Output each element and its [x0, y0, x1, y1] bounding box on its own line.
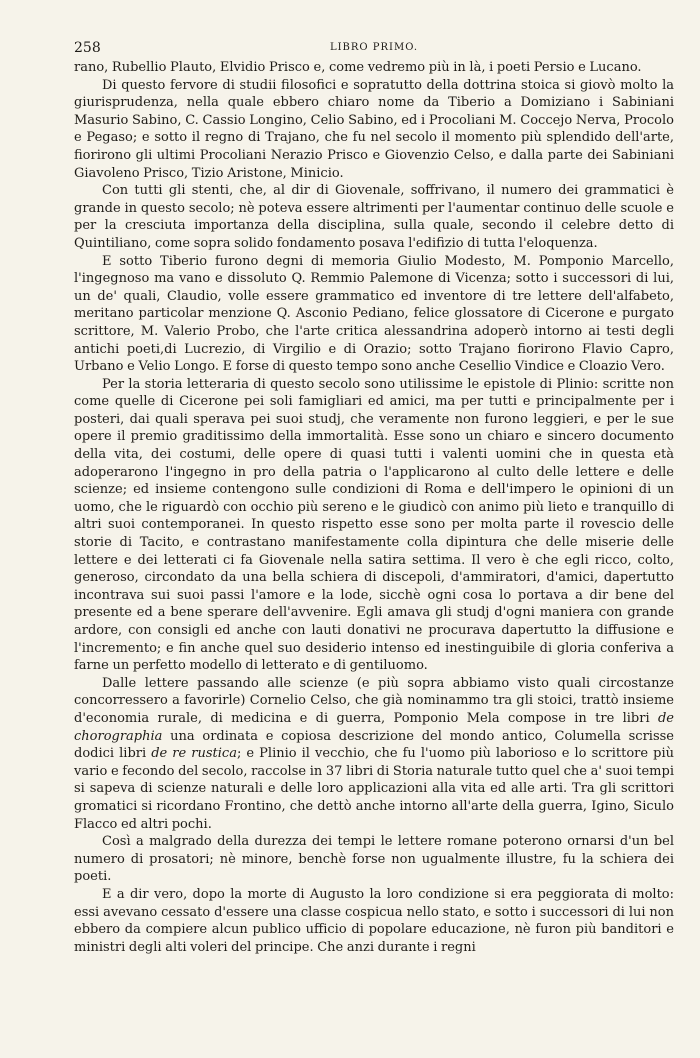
running-head: LIBRO PRIMO.: [329, 42, 419, 53]
sciences-text-c: ; e Plinio il vecchio, che fu l'uomo più laborioso e lo scrittore più vario e fecondo del secolo, raccolse in 37 libri di Storia naturale tutto quel che a' suoi tempi si sapeva di scienze naturali e delle loro applicazioni alla vita ed alle arti. Tra gli scrittori gromatici si ricordano Frontino, che dettò anche intorno all'arte della guerra, Igino, Siculo Flacco ed altri pochi.: [74, 746, 675, 832]
book-page: [74, 40, 674, 956]
paragraph-poets-condition: E a dir vero, dopo la morte di Augusto la loro condizione si era peggiorata di molto: essi avevano cessato d'essere una classe cospicua nello stato, e sotto i successori di lui non ebbero da compiere alcun publico ufficio di popolare educazione, nè furon più banditori e ministri degli alti voleri del principe. Che anzi durante i regni: [74, 886, 674, 955]
title-de-chorographia: de chorographia: [74, 710, 674, 744]
paragraph-grammarians: Con tutti gli stenti, che, al dir di Giovenale, soffrivano, il numero dei grammatici è grande in questo secolo; nè poteva essere altrimenti per l'aumentar continuo delle scuole e per la cresciuta importanza della disciplina, sulla quale, secondo il celebre detto di Quintiliano, come sopra solido fondamento posava l'edifizio di tutta l'eloquenza.: [74, 183, 674, 251]
paragraph-poets-intro: Così a malgrado della durezza dei tempi le lettere romane poterono ornarsi d'un bel numero di prosatori; nè minore, benchè forse non ugualmente illustre, fu la schiera dei poeti.: [74, 834, 674, 885]
title-de-re-rustica: de re rustica: [151, 746, 237, 762]
paragraph-jurisprudence: Di questo fervore di studii filosofici e sopratutto della dottrina stoica si giovò molto la giurisprudenza, nella quale ebbero chiaro nome da Tiberio a Domiziano i Sabiniani Masurio Sabino, C. Cassio Longino, Celio Sabino, ed i Procoliani M. Coccejo Nerva, Procolo e Pegaso; e sotto il regno di Trajano, che fu nel secolo il momento più splendido dell'arte, fiorirono gli ultimi Procoliani Nerazio Prisco e Giovenzio Celso, e dalla parte dei Sabiniani Giavoleno Prisco, Tizio Aristone, Minicio.: [74, 77, 674, 181]
paragraph-sciences: [74, 675, 674, 833]
paragraph-pliny-letters: Per la storia letteraria di questo secolo sono utilissime le epistole di Plinio: scritte non come quelle di Cicerone pei soli famigliari ed amici, ma per tutti e principalmente per i posteri, dai quali sperava pei suoi studj, che veramente non furono leggieri, e per le sue opere il premio graditissimo della immortalità. Esse sono un chiaro e sincero documento della vita, dei costumi, delle opere di quasi tutti i valenti uomini che in questa età adoperarono l'ingegno in pro della patria o l'applicarono al culto delle lettere e delle scienze; ed insieme contengono sulle condizioni di Roma e dell'impero le opinioni di un uomo, che le riguardò con occhio più sereno e le giudicò con animo più lieto e tranquillo di altri suoi contemporanei. In questo rispetto esse sono per molta parte il rovescio delle storie di Tacito, e contrastano manifestamente colla dipintura che delle miserie delle lettere e dei letterati ci fa Giovenale nella satira settima. Il vero è che egli ricco, colto, generoso, circondato da una bella schiera di discepoli, d'ammiratori, d'amici, dapertutto incontrava sui suoi passi l'amore e la lode, sicchè ogni cosa lo portava a dir bene del presente ed a bene sperare dell'avvenire. Egli amava gli studj d'ogni maniera con grande ardore, con consigli ed anche con lauti donativi ne procurava dapertutto la diffusione e l'incremento; e fin anche quel suo desiderio intenso ed inestinguibile di gloria conferiva a farne un perfetto modello di letterato e di gentiluomo.: [74, 376, 674, 674]
paragraph-continued: rano, Rubellio Plauto, Elvidio Prisco e, come vedremo più in là, i poeti Persio e Lucano.: [74, 60, 642, 75]
sciences-text-b: una ordinata e copiosa descrizione del mondo antico, Columella scrisse dodici libri: [74, 728, 674, 762]
sciences-text-a: Dalle lettere passando alle scienze (e più sopra abbiamo visto quali circostanze concorressero a favorirle) Cornelio Celso, che già nominammo tra gli stoici, trattò insieme d'economia rurale, di medicina e di guerra, Pomponio Mela compose in tre libri: [74, 675, 674, 726]
page-header: [74, 40, 674, 56]
page-number: 258: [74, 40, 101, 56]
body-text: [74, 59, 674, 956]
paragraph-grammarians-list: E sotto Tiberio furono degni di memoria Giulio Modesto, M. Pomponio Marcello, l'ingegnoso ma vano e dissoluto Q. Remmio Palemone di Vicenza; sotto i successori di lui, un de' quali, Claudio, volle essere grammatico ed inventore di tre lettere dell'alfabeto, meritano particolar menzione Q. Asconio Pediano, felice glossatore di Cicerone e purgato scrittore, M. Valerio Probo, che l'arte critica alessandrina adoperò intorno ai testi degli antichi poeti,di Lucrezio, di Virgilio e di Orazio; sotto Trajano fiorirono Flavio Capro, Urbano e Velio Longo. E forse di questo tempo sono anche Cesellio Vindice e Cloazio Vero.: [74, 253, 674, 375]
